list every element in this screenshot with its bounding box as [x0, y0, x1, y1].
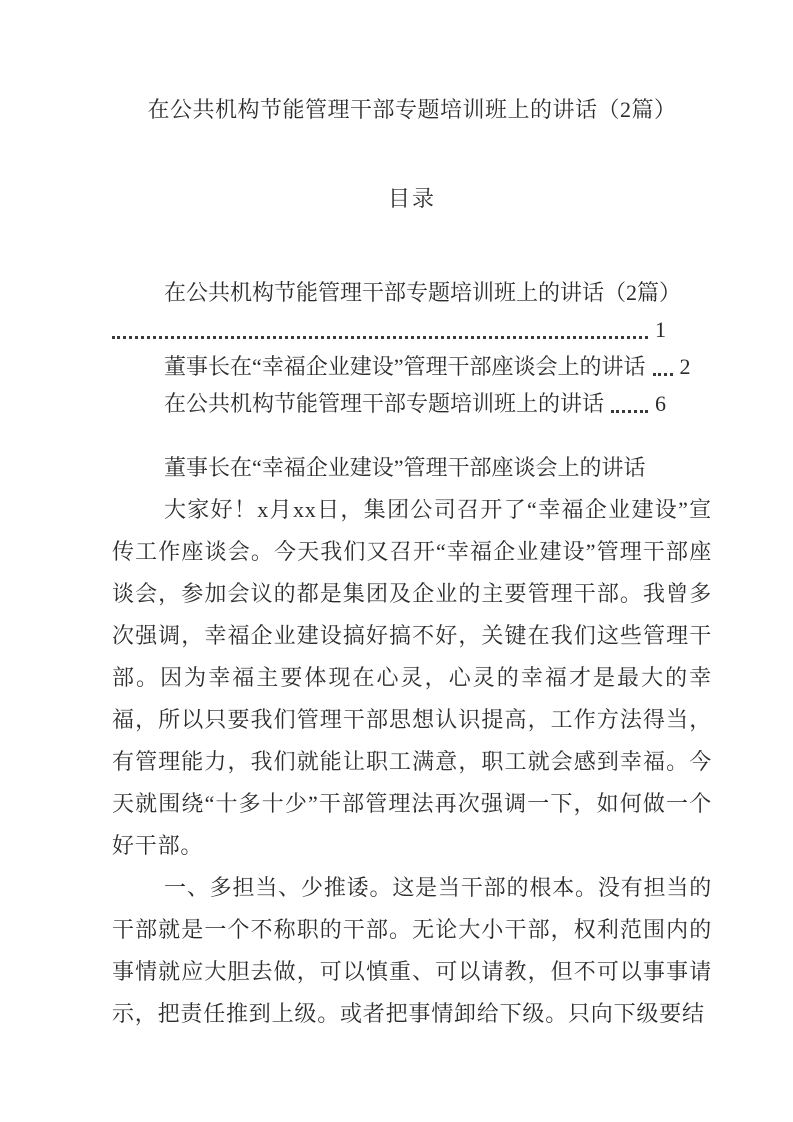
toc-entry-1-label-line[interactable] [112, 274, 712, 311]
toc-page-number: 1 [655, 317, 666, 342]
toc-page-number: 6 [655, 391, 666, 416]
toc-entry-2[interactable] [112, 348, 712, 385]
table-of-contents [112, 274, 712, 422]
toc-entry-1-page-line[interactable] [112, 311, 712, 348]
dotted-leader [611, 410, 648, 413]
toc-entry-3[interactable] [112, 385, 712, 422]
dotted-leader [653, 373, 673, 376]
toc-page-number: 2 [679, 354, 691, 379]
paragraph-1: 大家好！x月xx日，集团公司召开了“幸福企业建设”宣传工作座谈会。今天我们又召开“幸福企业建设”管理干部座谈会，参加会议的都是集团及企业的主要管理干部。我曾多次强调，幸福企业建设搞好搞不好，关键在我们这些管理干部。因为幸福主要体现在心灵，心灵的幸福才是最大的幸福，所以只要我们管理干部思想认识提高，工作方法得当，有管理能力，我们就能让职工满意，职工就会感到幸福。今天就围绕“十多十少”干部管理法再次强调一下，如何做一个好干部。 [112, 497, 712, 858]
paragraph-2: 一、多担当、少推诿。这是当干部的根本。没有担当的干部就是一个不称职的干部。无论大小干部，权利范围内的事情就应大胆去做，可以慎重、可以请教，但不可以事事请示，把责任推到上级。或者把事情卸给下级。只向下级要结 [112, 875, 712, 1026]
toc-entry-label: 董事长在“幸福企业建设”管理干部座谈会上的讲话 [164, 354, 646, 379]
toc-entry-label: 在公共机构节能管理干部专题培训班上的讲话 [164, 391, 605, 416]
toc-heading: 目录 [387, 186, 436, 211]
toc-entry-label: 在公共机构节能管理干部专题培训班上的讲话（2篇） [164, 280, 682, 305]
document-title: 在公共机构节能管理干部专题培训班上的讲话（2篇） [147, 97, 677, 122]
section-heading: 董事长在“幸福企业建设”管理干部座谈会上的讲话 [164, 455, 646, 480]
dotted-leader [112, 336, 648, 339]
